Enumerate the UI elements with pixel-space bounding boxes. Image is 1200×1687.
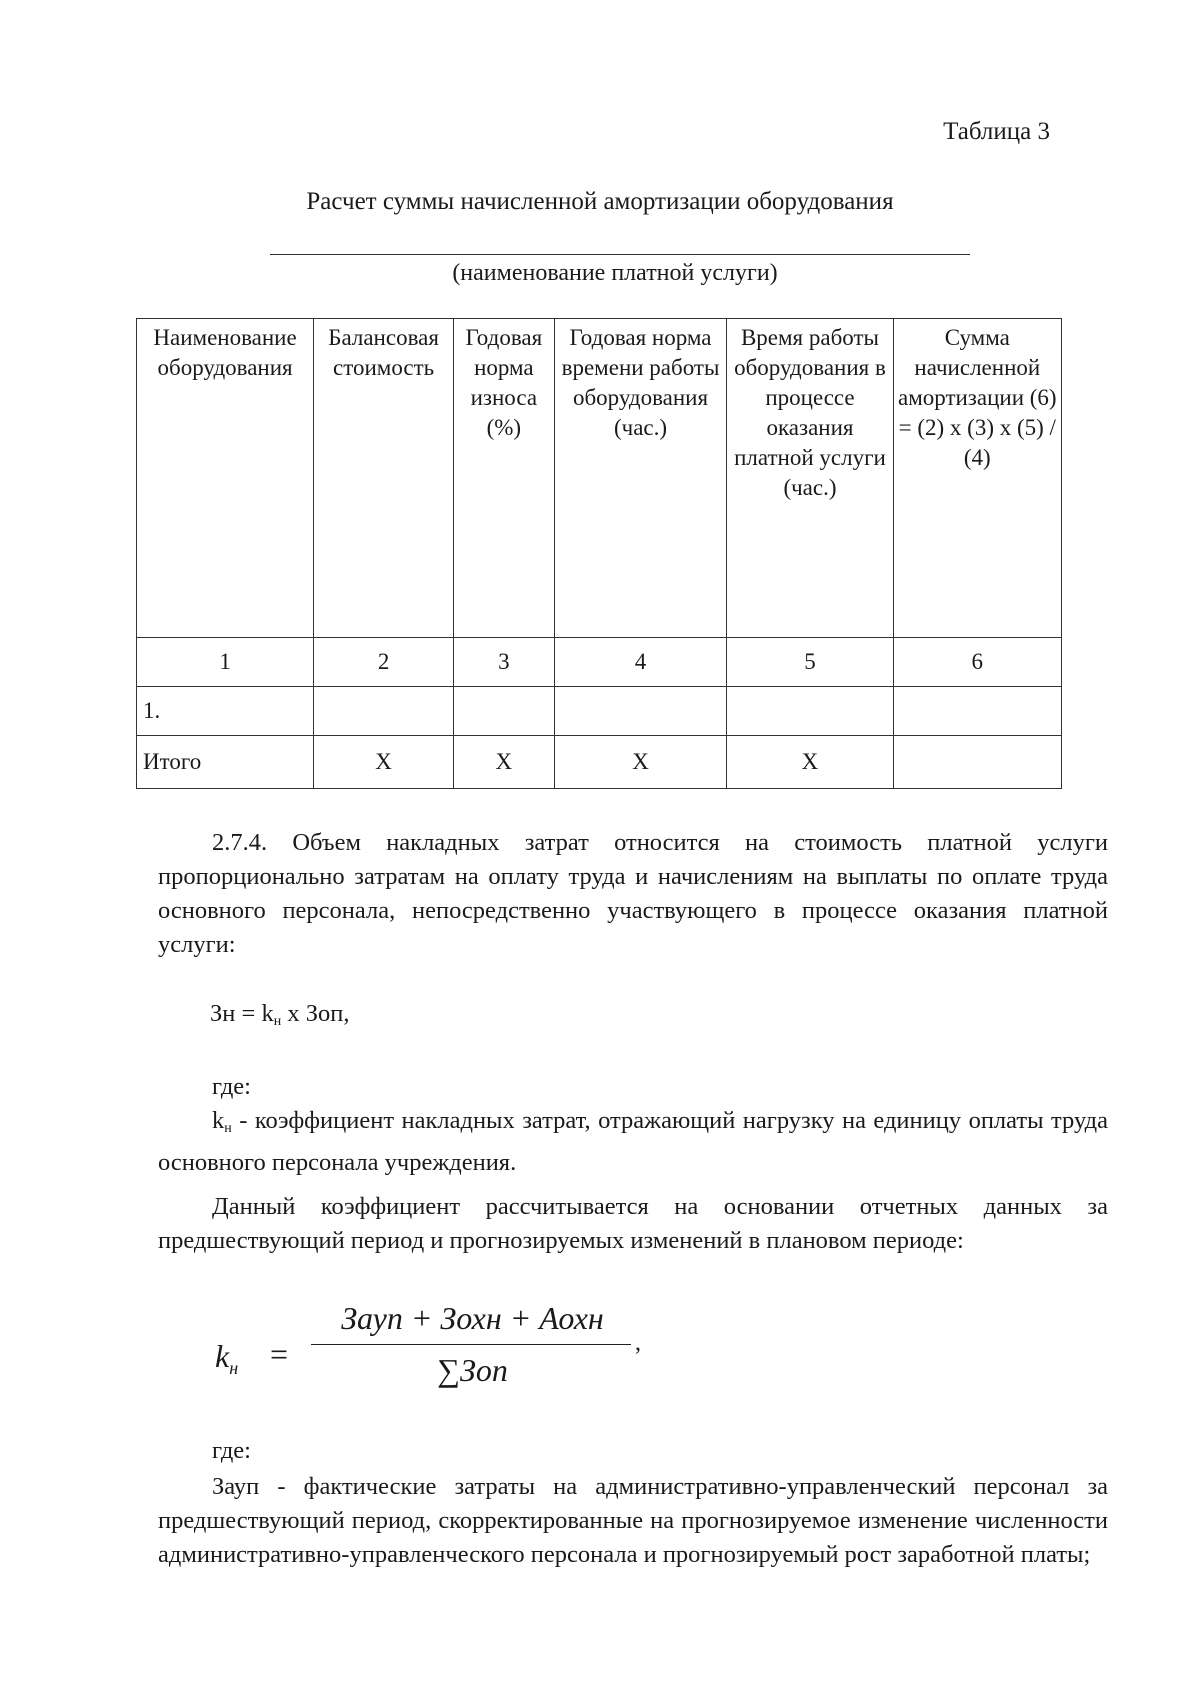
table-cell [314,687,454,736]
table-cell [554,687,727,736]
paragraph-2-7-4: 2.7.4. Объем накладных затрат относится на стоимость платной услуги пропорционально затратам на оплату труда и начислениям на выплаты по оплате труда основного персонала, непосредственно участвующего в процессе оказания платной услуги: [158,829,1108,958]
kn-definition-text: - коэффициент накладных затрат, отражающий нагрузку на единицу оплаты труда основного персонала учреждения. [158,1107,1108,1176]
where-label-2: где: [212,1437,251,1464]
kn-definition [158,1104,1108,1180]
table-cell: 1. [137,687,314,736]
header-cell: Балансовая стоимость [314,319,454,638]
amortization-table [136,318,1062,789]
table-cell [454,687,555,736]
zaup-definition: Зауп - фактические затраты на административно-управленческий персонал за предшествующий период, скорректированные на прогнозируемое изменение численности административно-управленческого персонала и прогнозируемый рост заработной платы; [158,1473,1108,1568]
formula-comma: , [635,1330,641,1356]
formula-denominator: ∑Зоп [437,1352,508,1388]
table-cell [893,736,1061,789]
header-cell: Сумма начисленной амортизации (6) = (2) х (3) х (5) / (4) [893,319,1061,638]
table-cell: Х [554,736,727,789]
coefficient-paragraph: Данный коэффициент рассчитывается на основании отчетных данных за предшествующий период и прогнозируемых изменений в плановом периоде: [158,1193,1108,1254]
table-cell [727,687,893,736]
column-number-row [137,638,1062,687]
overhead-formula [210,1000,349,1030]
table-cell [893,687,1061,736]
header-cell: Время работы оборудования в процессе оказания платной услуги (час.) [727,319,893,638]
total-row [137,736,1062,789]
kn-symbol: k [212,1107,225,1134]
column-number: 6 [893,638,1061,687]
fraction-bar [311,1344,631,1345]
service-name-caption: (наименование платной услуги) [452,260,778,286]
formula-equals: = [270,1336,289,1372]
column-number: 5 [727,638,893,687]
column-number: 2 [314,638,454,687]
formula-left: Зн = k [210,1000,274,1027]
formula-k-subscript: н [229,1358,239,1378]
formula-k: $k_н$ [215,1338,239,1378]
formula-right: х Зоп, [281,1000,350,1027]
table-cell: Итого [137,736,314,789]
header-cell: Годовая норма износа (%) [454,319,555,638]
kn-subscript: н [224,1121,232,1136]
column-number: 3 [454,638,555,687]
header-cell: Наименование оборудования [137,319,314,638]
column-number: 4 [554,638,727,687]
formula-numerator: Зауп + Зохн + Аохн [341,1300,604,1336]
table-cell: Х [727,736,893,789]
coefficient-formula [215,1300,641,1410]
column-number: 1 [137,638,314,687]
where-label: где: [212,1073,251,1100]
table-cell: Х [454,736,555,789]
header-cell: Годовая норма времени работы оборудования (час.) [554,319,727,638]
table-header-row [137,319,1062,638]
service-name-line [270,254,970,255]
table-title: Расчет суммы начисленной амортизации оборудования [306,188,894,215]
table-row [137,687,1062,736]
table-number: Таблица 3 [943,118,1050,145]
table-cell: Х [314,736,454,789]
formula-subscript: н [273,1014,282,1029]
